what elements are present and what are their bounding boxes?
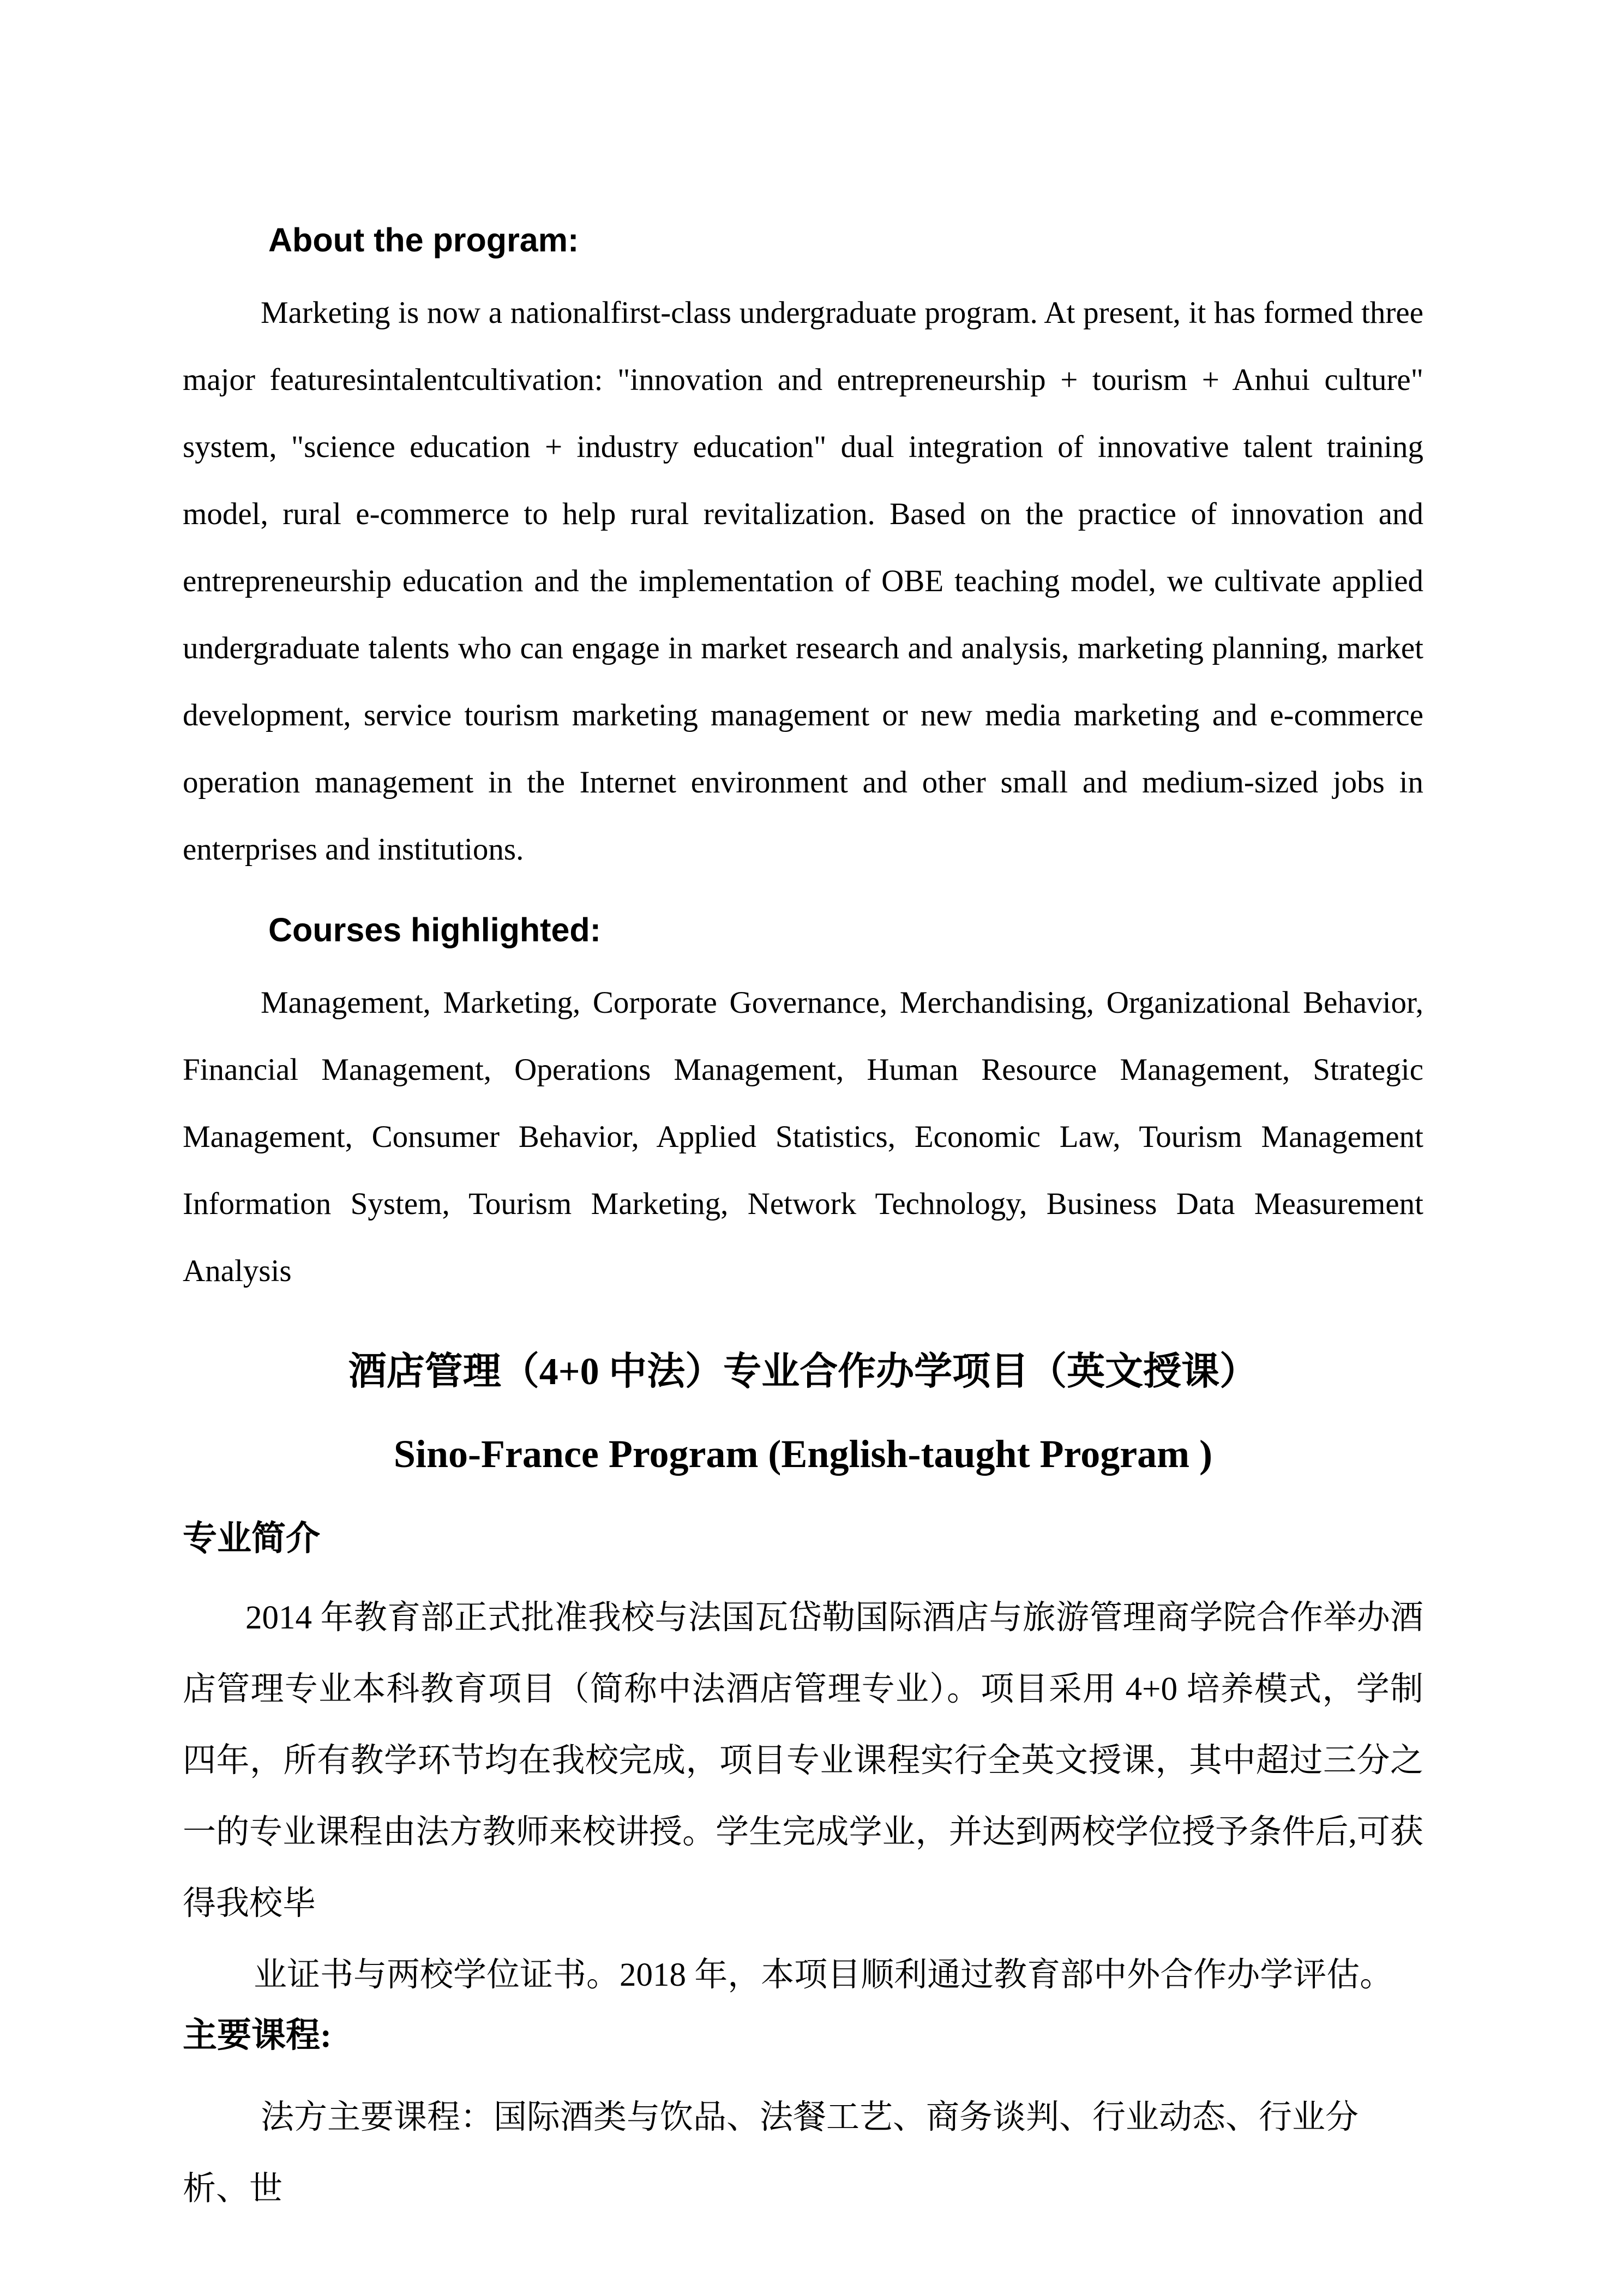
- heading-courses-highlighted: Courses highlighted:: [268, 911, 601, 948]
- paragraph-courses-list: Management, Marketing, Corporate Governance, Merchandising, Organizational Behavior, Financial Management, Operations Management, Human Resource Management, Strategic Management, Consumer Behavior, Applied Statistics, Economic Law, Tourism Management Information System, Tourism Marketing, Network Technology, Business Data Measurement Analysis: [183, 985, 1423, 1288]
- program-title-english: Sino-France Program (English-taught Program ): [393, 1432, 1213, 1476]
- paragraph-french-courses-zh: 法方主要课程：国际酒类与饮品、法餐工艺、商务谈判、行业动态、行业分析、世: [183, 2099, 1359, 2207]
- paragraph-intro-zh-continued: 业证书与两校学位证书。2018 年，本项目顺利通过教育部中外合作办学评估。: [254, 1957, 1393, 1993]
- program-title-chinese: 酒店管理（4+0 中法）专业合作办学项目（英文授课）: [348, 1351, 1258, 1393]
- paragraph-marketing-program: Marketing is now a nationalfirst-class undergraduate program. At present, it has formed three major featuresintalentcultivation: "innovation and entrepreneurship + tourism + Anhui culture" system, "science education + industry education" dual integration of innovative talent training model, rural e-commerce to help rural revitalization. Based on the practice of innovation and entrepreneurship education and the implementation of OBE teaching model, we cultivate applied undergraduate talents who can engage in market research and analysis, marketing planning, market development, service tourism marketing management or new media marketing and e-commerce operation management in the Internet environment and other small and medium-sized jobs in enterprises and institutions.: [183, 296, 1423, 867]
- heading-main-courses-zh: 主要课程:: [183, 2016, 332, 2054]
- paragraph-intro-zh: 2014 年教育部正式批准我校与法国瓦岱勒国际酒店与旅游管理商学院合作举办酒店管理专业本科教育项目（简称中法酒店管理专业）。项目采用 4+0 培养模式，学制四年，所有教学环节均在我校完成，项目专业课程实行全英文授课，其中超过三分之一的专业课程由法方教师来校讲授。学生完成学业，并达到两校学位授予条件后,可获得我校毕: [183, 1600, 1423, 1922]
- heading-about-the-program: About the program:: [268, 221, 579, 259]
- heading-program-introduction-zh: 专业简介: [183, 1519, 320, 1558]
